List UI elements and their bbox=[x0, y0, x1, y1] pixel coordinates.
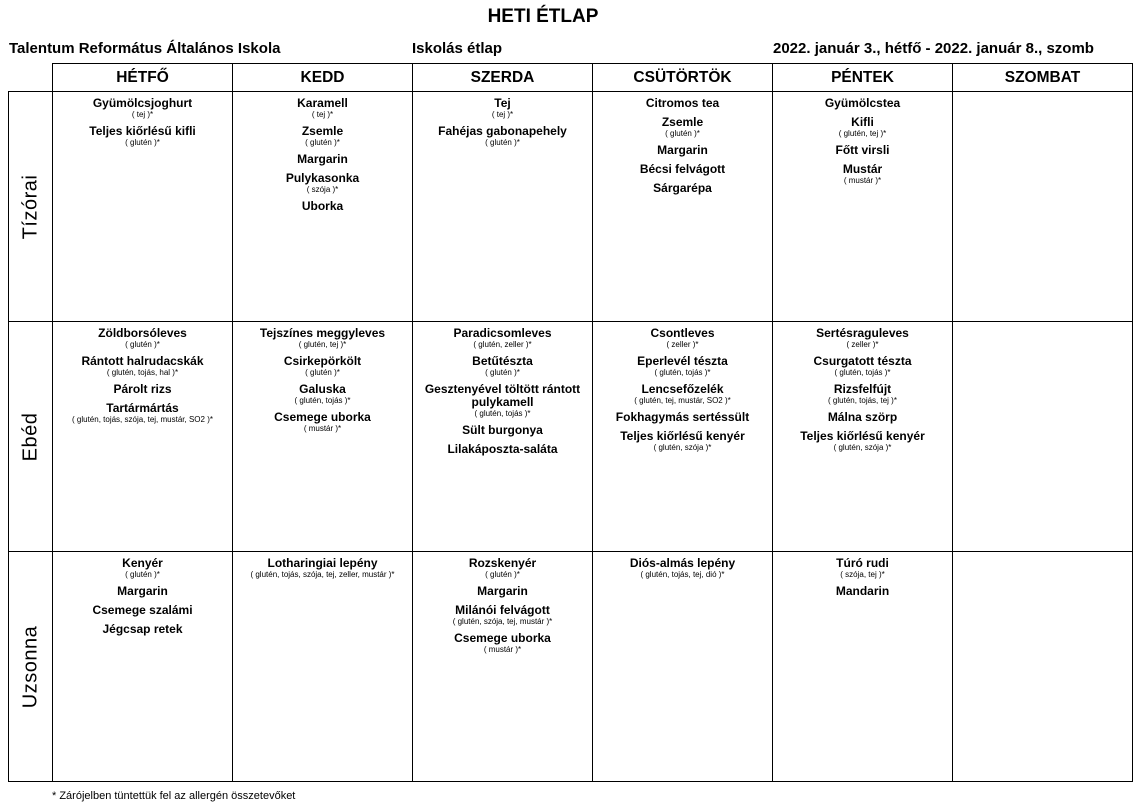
dish-name: Fokhagymás sertéssült bbox=[615, 410, 750, 424]
menu-cell bbox=[233, 322, 413, 552]
menu-item bbox=[233, 153, 412, 166]
menu-item bbox=[53, 125, 232, 147]
dish-name: Zöldborsóleves bbox=[98, 326, 187, 340]
dish-name: Kenyér bbox=[122, 556, 163, 570]
dish-name: Lotharingiai lepény bbox=[267, 556, 378, 570]
menu-item bbox=[233, 97, 412, 119]
menu-item bbox=[413, 355, 592, 377]
day-header-hetfo: HÉTFŐ bbox=[53, 64, 233, 92]
meal-label: Tízórai bbox=[19, 174, 41, 239]
dish-name: Teljes kiőrlésű kifli bbox=[89, 124, 196, 138]
allergen-note: ( glutén, zeller )* bbox=[473, 340, 532, 349]
menu-item bbox=[413, 125, 592, 147]
menu-item bbox=[413, 424, 592, 437]
allergen-note: ( tej )* bbox=[491, 110, 514, 119]
dish-name: Margarin bbox=[657, 143, 708, 157]
menu-cell bbox=[593, 92, 773, 322]
allergen-note: ( glutén )* bbox=[125, 340, 160, 349]
allergen-note: ( szója )* bbox=[306, 185, 339, 194]
menu-item bbox=[53, 355, 232, 377]
menu-item bbox=[233, 172, 412, 194]
allergen-note: ( glutén, tojás )* bbox=[294, 396, 351, 405]
menu-item bbox=[593, 430, 772, 452]
menu-item bbox=[233, 557, 412, 579]
dish-name: Zsemle bbox=[301, 124, 344, 138]
menu-item bbox=[773, 585, 952, 598]
date-range: 2022. január 3., hétfő - 2022. január 8., szomb bbox=[773, 40, 1094, 57]
dish-name: Mustár bbox=[842, 162, 883, 176]
meal-row-tizorai bbox=[9, 92, 1133, 322]
meal-label: Ebéd bbox=[19, 412, 41, 461]
dish-name: Paradicsomleves bbox=[453, 326, 552, 340]
dish-name: Betűtészta bbox=[472, 354, 533, 368]
dish-name: Málna szörp bbox=[827, 410, 898, 424]
allergen-note: ( glutén )* bbox=[305, 138, 340, 147]
dish-name: Sertésraguleves bbox=[816, 326, 909, 340]
dish-name: Fahéjas gabonapehely bbox=[438, 124, 567, 138]
menu-cell bbox=[53, 92, 233, 322]
menu-item bbox=[773, 383, 952, 405]
dish-name: Milánói felvágott bbox=[455, 603, 550, 617]
allergen-footnote: * Zárójelben tüntettük fel az allergén összetevőket bbox=[52, 790, 296, 802]
meal-row-ebed bbox=[9, 322, 1133, 552]
menu-item bbox=[773, 116, 952, 138]
dish-name: Jégcsap retek bbox=[102, 622, 183, 636]
allergen-note: ( glutén, tojás )* bbox=[474, 409, 531, 418]
menu-cell bbox=[953, 552, 1133, 782]
day-header-szerda: SZERDA bbox=[413, 64, 593, 92]
menu-item bbox=[233, 355, 412, 377]
menu-item bbox=[593, 383, 772, 405]
menu-item bbox=[233, 411, 412, 433]
menu-item bbox=[53, 623, 232, 636]
menu-cell bbox=[53, 322, 233, 552]
allergen-note: ( mustár )* bbox=[843, 176, 882, 185]
dish-name: Főtt virsli bbox=[835, 143, 890, 157]
dish-name: Lencsefőzelék bbox=[641, 382, 724, 396]
menu-item bbox=[413, 383, 592, 418]
menu-cell bbox=[233, 92, 413, 322]
menu-item bbox=[53, 557, 232, 579]
menu-item bbox=[773, 97, 952, 110]
menu-table bbox=[8, 63, 1133, 782]
dish-name: Tartármártás bbox=[106, 401, 179, 415]
allergen-note: ( glutén, tej )* bbox=[298, 340, 347, 349]
allergen-note: ( mustár )* bbox=[303, 424, 342, 433]
day-header-pentek: PÉNTEK bbox=[773, 64, 953, 92]
dish-name: Eperlevél tészta bbox=[637, 354, 728, 368]
dish-name: Rizsfelfújt bbox=[833, 382, 892, 396]
menu-item bbox=[53, 383, 232, 396]
menu-item bbox=[593, 557, 772, 579]
menu-item bbox=[593, 97, 772, 110]
dish-name: Karamell bbox=[297, 96, 348, 110]
allergen-note: ( glutén )* bbox=[125, 570, 160, 579]
menu-item bbox=[233, 125, 412, 147]
allergen-note: ( tej )* bbox=[131, 110, 154, 119]
allergen-note: ( glutén, szója, tej, mustár )* bbox=[452, 617, 553, 626]
allergen-note: ( glutén )* bbox=[665, 129, 700, 138]
dish-name: Citromos tea bbox=[645, 96, 720, 110]
school-name: Talentum Református Általános Iskola bbox=[9, 40, 281, 57]
menu-item bbox=[593, 116, 772, 138]
menu-item bbox=[413, 443, 592, 456]
menu-item bbox=[593, 355, 772, 377]
day-header-kedd: KEDD bbox=[233, 64, 413, 92]
menu-item bbox=[53, 97, 232, 119]
dish-name: Gesztenyével töltött rántott pulykamell bbox=[424, 382, 581, 409]
dish-name: Csirkepörkölt bbox=[283, 354, 362, 368]
menu-cell bbox=[593, 322, 773, 552]
menu-item bbox=[233, 200, 412, 213]
allergen-note: ( glutén )* bbox=[305, 368, 340, 377]
day-header-szombat: SZOMBAT bbox=[953, 64, 1133, 92]
dish-name: Margarin bbox=[477, 584, 528, 598]
allergen-note: ( zeller )* bbox=[846, 340, 879, 349]
menu-item bbox=[53, 402, 232, 424]
meal-row-uzsonna bbox=[9, 552, 1133, 782]
allergen-note: ( glutén, szója )* bbox=[653, 443, 712, 452]
menu-item bbox=[773, 144, 952, 157]
menu-cell bbox=[413, 92, 593, 322]
allergen-note: ( glutén, tojás, szója, tej, zeller, mustár )* bbox=[250, 570, 395, 579]
allergen-note: ( glutén )* bbox=[485, 570, 520, 579]
dish-name: Bécsi felvágott bbox=[639, 162, 726, 176]
dish-name: Sült burgonya bbox=[462, 423, 543, 437]
menu-item bbox=[233, 327, 412, 349]
dish-name: Kifli bbox=[851, 115, 874, 129]
dish-name: Csemege szalámi bbox=[92, 603, 193, 617]
dish-name: Csontleves bbox=[650, 326, 715, 340]
dish-name: Teljes kiőrlésű kenyér bbox=[800, 429, 925, 443]
menu-cell bbox=[953, 322, 1133, 552]
meal-label-cell bbox=[9, 552, 53, 782]
allergen-note: ( mustár )* bbox=[483, 645, 522, 654]
allergen-note: ( glutén )* bbox=[485, 368, 520, 377]
dish-name: Tej bbox=[494, 96, 511, 110]
menu-type: Iskolás étlap bbox=[412, 40, 503, 57]
dish-name: Csemege uborka bbox=[274, 410, 371, 424]
menu-cell bbox=[233, 552, 413, 782]
allergen-note: ( glutén, tojás, hal )* bbox=[106, 368, 179, 377]
menu-item bbox=[233, 383, 412, 405]
allergen-note: ( glutén, tojás )* bbox=[834, 368, 891, 377]
dish-name: Mandarin bbox=[835, 584, 890, 598]
menu-item bbox=[413, 97, 592, 119]
day-header-row bbox=[9, 64, 1133, 92]
menu-item bbox=[773, 430, 952, 452]
page-title: HETI ÉTLAP bbox=[487, 6, 599, 27]
dish-name: Gyümölcsjoghurt bbox=[92, 96, 193, 110]
dish-name: Teljes kiőrlésű kenyér bbox=[620, 429, 745, 443]
dish-name: Pulykasonka bbox=[285, 171, 360, 185]
allergen-note: ( tej )* bbox=[311, 110, 334, 119]
allergen-note: ( szója, tej )* bbox=[840, 570, 885, 579]
allergen-note: ( glutén, tej )* bbox=[838, 129, 887, 138]
menu-item bbox=[773, 355, 952, 377]
menu-cell bbox=[413, 322, 593, 552]
dish-name: Csurgatott tészta bbox=[813, 354, 912, 368]
menu-cell bbox=[413, 552, 593, 782]
dish-name: Párolt rizs bbox=[113, 382, 172, 396]
menu-item bbox=[53, 585, 232, 598]
dish-name: Margarin bbox=[117, 584, 168, 598]
dish-name: Tejszínes meggyleves bbox=[259, 326, 386, 340]
menu-item bbox=[413, 604, 592, 626]
menu-item bbox=[593, 411, 772, 424]
allergen-note: ( glutén )* bbox=[485, 138, 520, 147]
allergen-note: ( glutén )* bbox=[125, 138, 160, 147]
dish-name: Galuska bbox=[299, 382, 346, 396]
meal-label-cell bbox=[9, 92, 53, 322]
allergen-note: ( glutén, tojás, tej, dió )* bbox=[640, 570, 725, 579]
meal-label: Uzsonna bbox=[19, 625, 41, 708]
dish-name: Rozskenyér bbox=[468, 556, 537, 570]
menu-item bbox=[773, 327, 952, 349]
allergen-note: ( glutén, tojás )* bbox=[654, 368, 711, 377]
corner-cell bbox=[9, 64, 53, 92]
day-header-csutortok: CSÜTÖRTÖK bbox=[593, 64, 773, 92]
menu-item bbox=[413, 327, 592, 349]
menu-item bbox=[413, 632, 592, 654]
menu-cell bbox=[953, 92, 1133, 322]
menu-cell bbox=[773, 322, 953, 552]
menu-cell bbox=[593, 552, 773, 782]
menu-item bbox=[413, 557, 592, 579]
menu-cell bbox=[53, 552, 233, 782]
dish-name: Zsemle bbox=[661, 115, 704, 129]
allergen-note: ( zeller )* bbox=[666, 340, 699, 349]
dish-name: Túró rudi bbox=[836, 556, 889, 570]
dish-name: Diós-almás lepény bbox=[629, 556, 736, 570]
menu-item bbox=[593, 144, 772, 157]
dish-name: Uborka bbox=[301, 199, 344, 213]
meal-label-cell bbox=[9, 322, 53, 552]
allergen-note: ( glutén, tej, mustár, SO2 )* bbox=[634, 396, 731, 405]
menu-item bbox=[593, 327, 772, 349]
dish-name: Csemege uborka bbox=[454, 631, 551, 645]
dish-name: Rántott halrudacskák bbox=[81, 354, 204, 368]
dish-name: Margarin bbox=[297, 152, 348, 166]
dish-name: Lilakáposzta-saláta bbox=[447, 442, 558, 456]
allergen-note: ( glutén, szója )* bbox=[833, 443, 892, 452]
menu-item bbox=[773, 411, 952, 424]
allergen-note: ( glutén, tojás, szója, tej, mustár, SO2 )* bbox=[72, 415, 213, 424]
dish-name: Gyümölcstea bbox=[824, 96, 901, 110]
menu-cell bbox=[773, 92, 953, 322]
menu-item bbox=[773, 163, 952, 185]
menu-item bbox=[593, 163, 772, 176]
menu-cell bbox=[773, 552, 953, 782]
dish-name: Sárgarépa bbox=[653, 181, 712, 195]
menu-item bbox=[593, 182, 772, 195]
allergen-note: ( glutén, tojás, tej )* bbox=[828, 396, 897, 405]
menu-item bbox=[53, 327, 232, 349]
menu-item bbox=[53, 604, 232, 617]
menu-item bbox=[773, 557, 952, 579]
menu-item bbox=[413, 585, 592, 598]
